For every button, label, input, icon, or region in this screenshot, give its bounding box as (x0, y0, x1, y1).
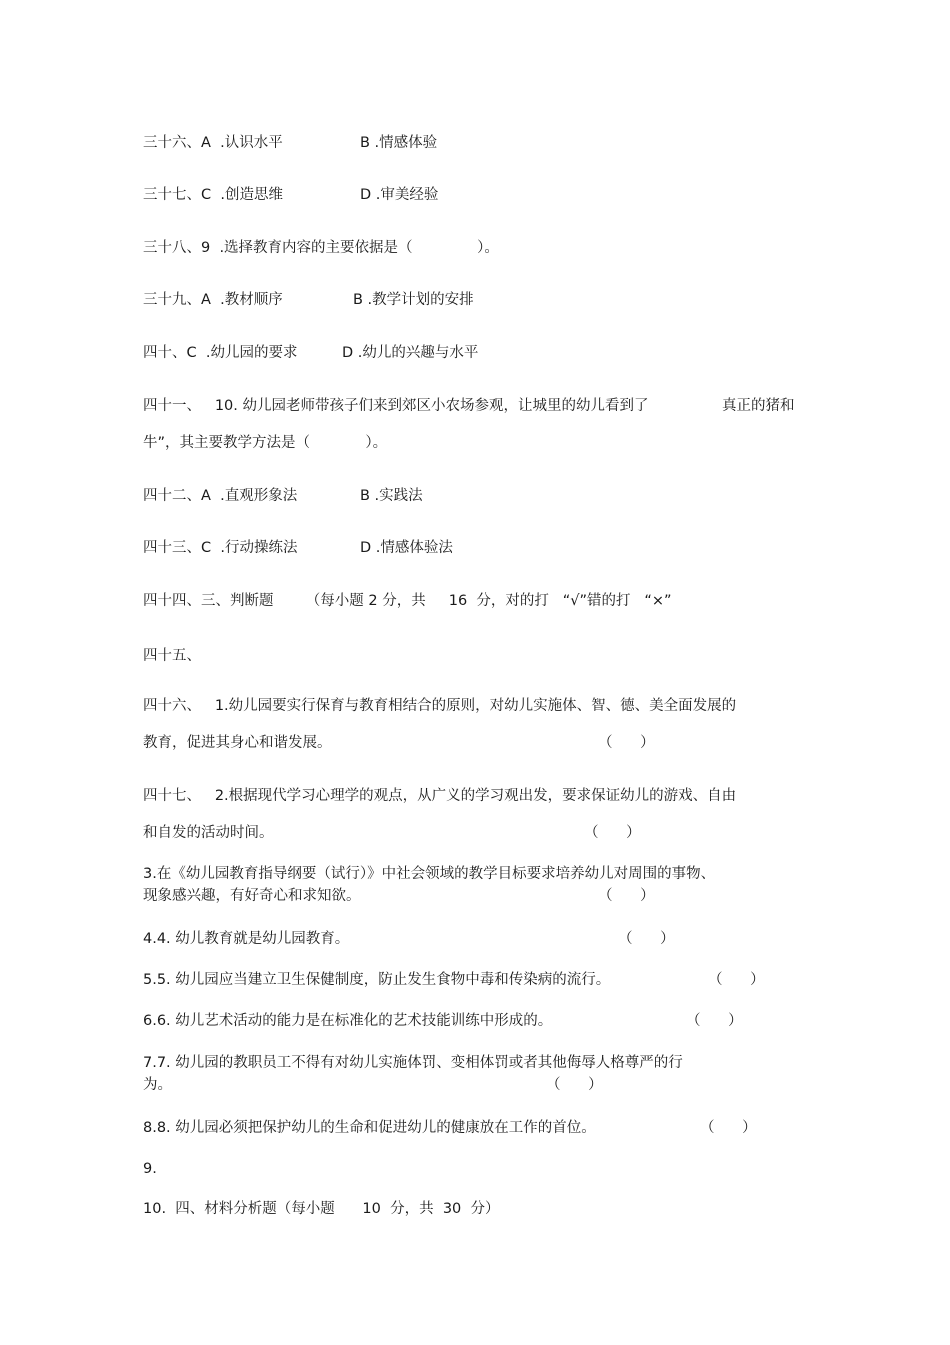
question-9: 三十八、9 .选择教育内容的主要依据是（ ）。 (143, 240, 499, 256)
tf-answer-blank-8: （ ） (700, 1120, 757, 1136)
tf-question-3-line-1: 3.在《幼儿园教育指导纲要（试行）》中社会领域的教学目标要求培养幼儿对周围的事物、 (143, 866, 716, 882)
tf-question-5: 5.5. 幼儿园应当建立卫生保健制度，防止发生食物中毒和传染病的流行。 (143, 972, 611, 988)
tf-question-2-line-1: 四十七、 2.根据现代学习心理学的观点，从广义的学习观出发，要求保证幼儿的游戏、自由 (143, 788, 737, 804)
question-10-line-1: 四十一、 10. 幼儿园老师带孩子们来到郊区小农场参观，让城里的幼儿看到了 (143, 398, 649, 414)
line-37-option-c: 三十七、C .创造思维 (143, 187, 283, 203)
line-39-option-a: 三十九、A .教材顺序 (143, 292, 283, 308)
line-36-option-b: B .情感体验 (360, 135, 438, 151)
line-43-option-d: D .情感体验法 (360, 540, 453, 556)
tf-answer-blank-4: （ ） (618, 931, 675, 947)
line-9: 9. (143, 1161, 157, 1177)
line-45: 四十五、 (143, 648, 201, 664)
line-43-option-c: 四十三、C .行动操练法 (143, 540, 298, 556)
line-42-option-b: B .实践法 (360, 488, 423, 504)
line-40-option-c: 四十、C .幼儿园的要求 (143, 345, 298, 361)
tf-answer-blank-3: （ ） (598, 888, 655, 904)
tf-question-6: 6.6. 幼儿艺术活动的能力是在标准化的艺术技能训练中形成的。 (143, 1013, 553, 1029)
tf-question-2-line-2: 和自发的活动时间。 (143, 825, 274, 841)
tf-answer-blank-6: （ ） (686, 1013, 743, 1029)
tf-question-8: 8.8. 幼儿园必须把保护幼儿的生命和促进幼儿的健康放在工作的首位。 (143, 1120, 596, 1136)
line-37-option-d: D .审美经验 (360, 187, 439, 203)
tf-question-7-line-2: 为。 (143, 1077, 172, 1093)
tf-question-7-line-1: 7.7. 幼儿园的教职员工不得有对幼儿实施体罚、变相体罚或者其他侮辱人格尊严的行 (143, 1055, 683, 1071)
question-10-line-2: 牛”，其主要教学方法是（ ）。 (143, 435, 388, 451)
tf-question-1-line-2: 教育，促进其身心和谐发展。 (143, 735, 332, 751)
tf-question-3-line-2: 现象感兴趣，有好奇心和求知欲。 (143, 888, 361, 904)
tf-answer-blank-2: （ ） (584, 825, 641, 841)
line-40-option-d: D .幼儿的兴趣与水平 (342, 345, 479, 361)
tf-answer-blank-5: （ ） (708, 972, 765, 988)
line-42-option-a: 四十二、A .直观形象法 (143, 488, 298, 504)
section-3-heading: 四十四、三、判断题 （每小题 2 分，共 16 分，对的打 “√”错的打 “×” (143, 593, 672, 609)
section-4-heading: 10. 四、材料分析题（每小题 10 分，共 30 分） (143, 1201, 500, 1217)
tf-answer-blank-7: （ ） (546, 1077, 603, 1093)
line-39-option-b: B .教学计划的安排 (353, 292, 474, 308)
line-36-option-a: 三十六、A .认识水平 (143, 135, 283, 151)
tf-answer-blank-1: （ ） (598, 735, 655, 751)
tf-question-4: 4.4. 幼儿教育就是幼儿园教育。 (143, 931, 350, 947)
tf-question-1-line-1: 四十六、 1.幼儿园要实行保育与教育相结合的原则，对幼儿实施体、智、德、美全面发展的 (143, 698, 737, 714)
question-10-line-1-end: 真正的猪和 (722, 398, 795, 414)
